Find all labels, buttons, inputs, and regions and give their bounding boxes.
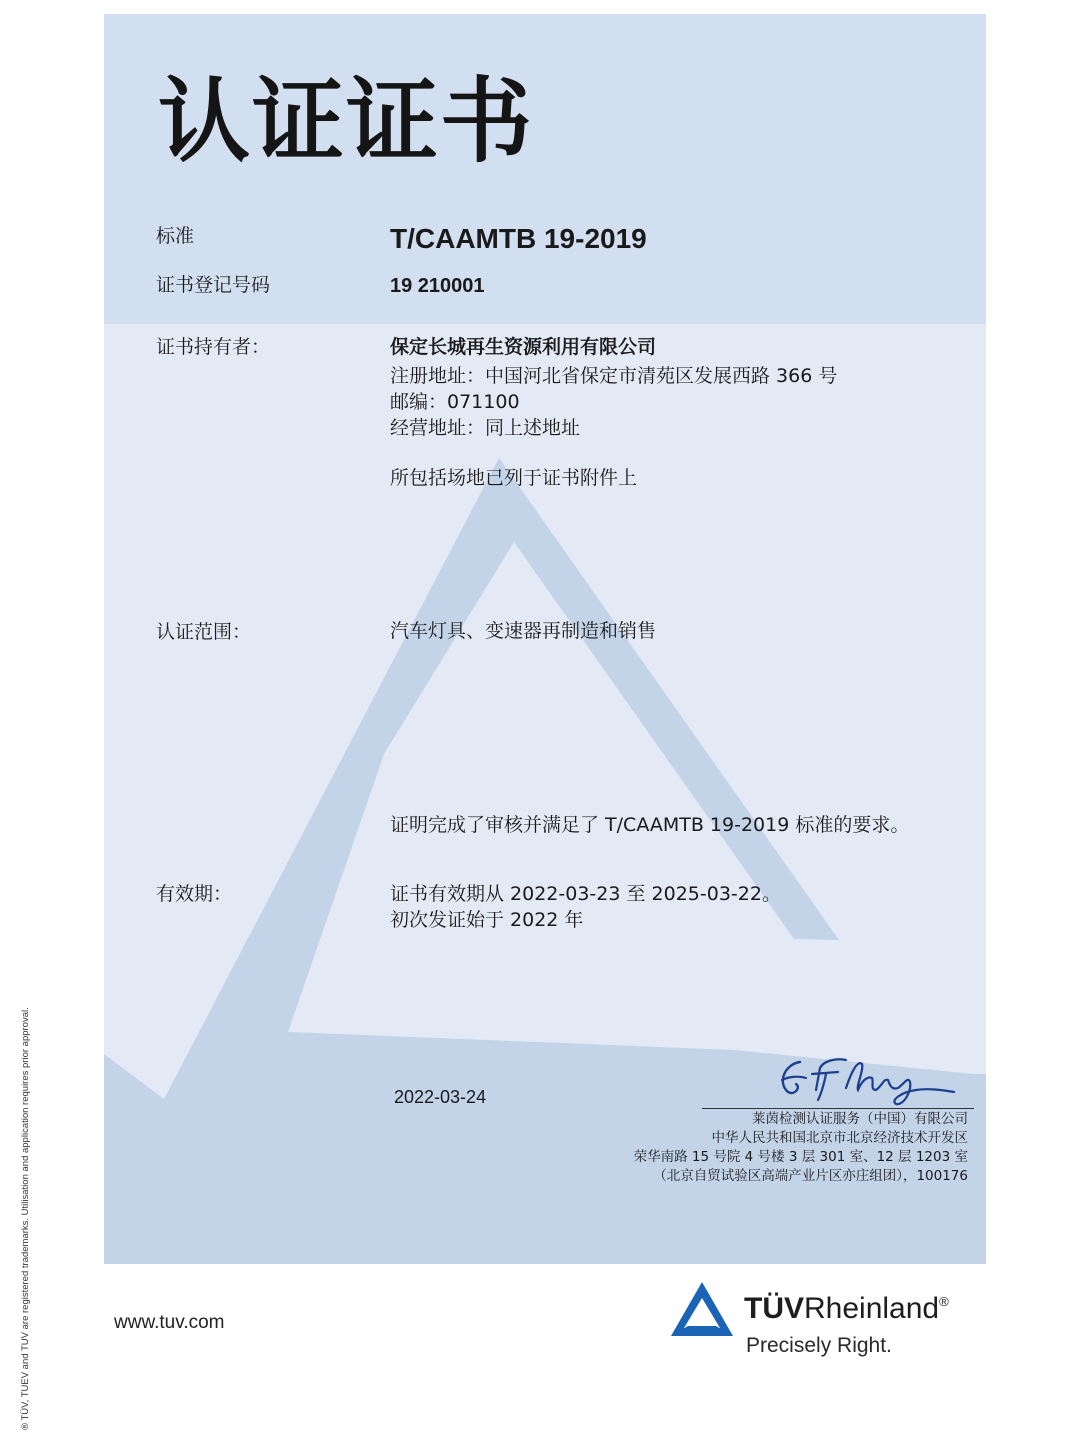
validity-period: 证书有效期从 2022-03-23 至 2025-03-22。	[390, 883, 781, 905]
registration-value: 19 210001	[390, 275, 485, 297]
website-link[interactable]: www.tuv.com	[114, 1312, 225, 1333]
brand-tagline: Precisely Right.	[746, 1334, 892, 1357]
holder-postcode: 邮编：071100	[390, 391, 520, 413]
holder-name: 保定长城再生资源利用有限公司	[390, 336, 657, 358]
issuer-line-1: 莱茵检测认证服务（中国）有限公司	[752, 1111, 968, 1127]
standard-value: T/CAAMTB 19-2019	[390, 223, 647, 254]
signature-icon	[772, 1050, 962, 1116]
brand-name-rest: Rheinland	[804, 1292, 940, 1325]
brand-name-bold: TÜV	[744, 1292, 804, 1325]
holder-address: 注册地址：中国河北省保定市清苑区发展西路 366 号	[390, 365, 838, 387]
sites-note: 所包括场地已列于证书附件上	[390, 467, 638, 489]
trademark-note: ® TÜV, TUEV and TUV are registered trademarks. Utilisation and application requires prior approval.	[20, 1007, 31, 1430]
conformity-statement: 证明完成了审核并满足了 T/CAAMTB 19-2019 标准的要求。	[390, 814, 910, 836]
certificate-sheet	[104, 14, 986, 1264]
tuv-triangle-logo-icon	[670, 1280, 734, 1338]
signature-line	[702, 1108, 974, 1109]
registered-mark: ®	[939, 1294, 949, 1309]
validity-label: 有效期：	[156, 883, 233, 905]
scope-label: 认证范围：	[156, 621, 252, 643]
issue-date: 2022-03-24	[394, 1087, 487, 1107]
standard-label: 标准	[156, 225, 195, 247]
issuer-line-2: 中华人民共和国北京市北京经济技术开发区	[711, 1130, 968, 1146]
holder-business-address: 经营地址：同上述地址	[390, 417, 581, 439]
holder-label: 证书持有者：	[156, 336, 271, 358]
issuer-line-4: （北京自贸试验区高端产业片区亦庄组团），100176	[653, 1168, 968, 1184]
brand-name	[744, 1292, 949, 1326]
signature-text: E.Zhang	[772, 1050, 777, 1051]
issuer-line-3: 荣华南路 15 号院 4 号楼 3 层 301 室、12 层 1203 室	[633, 1149, 968, 1165]
certificate-title: 认证证书	[158, 68, 535, 175]
first-issue: 初次发证始于 2022 年	[390, 909, 584, 931]
scope-value: 汽车灯具、变速器再制造和销售	[390, 620, 657, 642]
registration-label: 证书登记号码	[156, 274, 271, 296]
